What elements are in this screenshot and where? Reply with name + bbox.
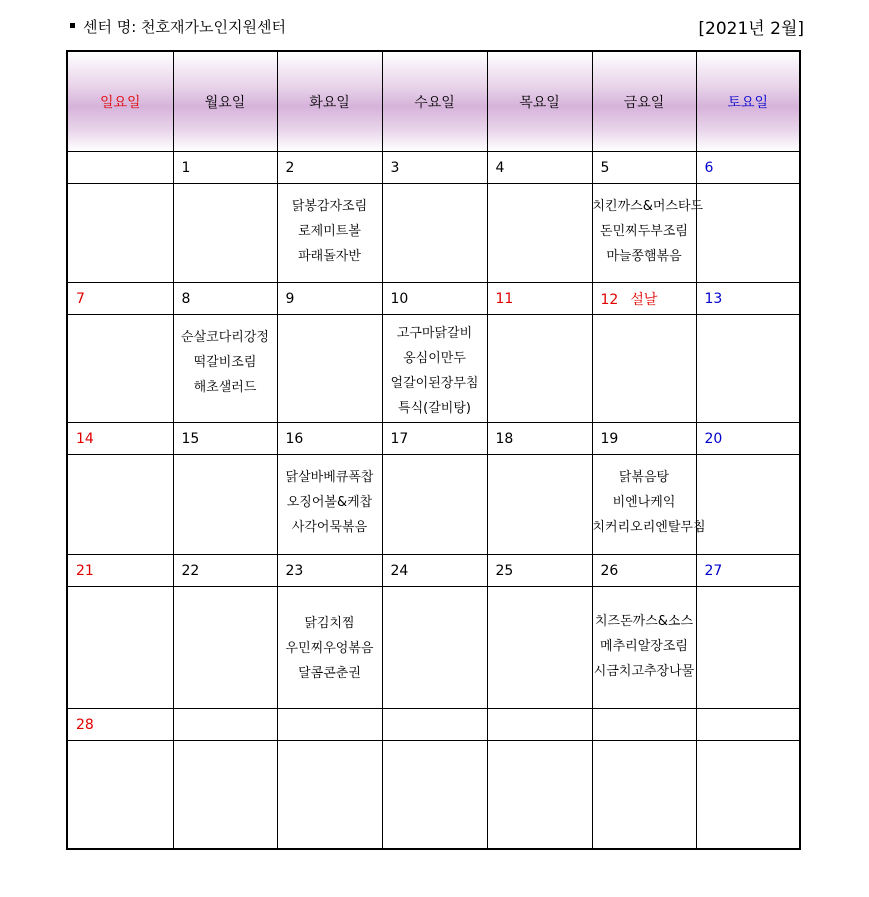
date-cell: 3: [382, 152, 487, 184]
menu-cell: [173, 315, 277, 423]
date-cell: 7: [67, 283, 173, 315]
menu-item: 돈민찌두부조림: [600, 224, 688, 239]
menu-cell: [487, 455, 592, 555]
menu-item: 사각어묵볶음: [291, 520, 368, 535]
menu-item: 특식(갈비탕): [398, 401, 471, 416]
menu-item: 고구마닭갈비: [396, 326, 473, 341]
date-cell: 22: [173, 555, 277, 587]
date-cell: 6: [696, 152, 800, 184]
menu-cell: [382, 315, 487, 423]
menu-cell: [277, 587, 382, 709]
date-cell: [173, 709, 277, 741]
date-cell: 20: [696, 423, 800, 455]
date-cell: [487, 709, 592, 741]
date-cell: 27: [696, 555, 800, 587]
menu-item: 얼갈이된장무침: [390, 376, 479, 391]
date-cell: [696, 709, 800, 741]
date-cell-holiday: [592, 283, 696, 315]
date-cell: 4: [487, 152, 592, 184]
weekday-wednesday: 수요일: [382, 51, 487, 152]
date-row: [67, 709, 800, 741]
date-cell: 18: [487, 423, 592, 455]
date-row: [67, 423, 800, 455]
menu-calendar: [66, 50, 801, 850]
weekday-sunday: 일요일: [67, 51, 173, 152]
menu-cell: [67, 184, 173, 283]
date-cell: 25: [487, 555, 592, 587]
menu-item: 닭김치찜: [304, 616, 355, 631]
menu-cell: [696, 455, 800, 555]
date-cell: [67, 152, 173, 184]
date-cell: [592, 709, 696, 741]
date-cell: 14: [67, 423, 173, 455]
date-cell: 9: [277, 283, 382, 315]
date-cell: 19: [592, 423, 696, 455]
weekday-monday: 월요일: [173, 51, 277, 152]
menu-cell: [487, 741, 592, 850]
date-cell: 11: [487, 283, 592, 315]
menu-cell: [487, 315, 592, 423]
date-row: [67, 283, 800, 315]
menu-cell: [592, 184, 704, 283]
weekday-header-row: [67, 51, 800, 152]
date-cell: 21: [67, 555, 173, 587]
menu-item: 순살코다리강정: [181, 330, 269, 345]
weekday-saturday: 토요일: [696, 51, 800, 152]
center-title: [70, 16, 286, 37]
menu-row: [67, 184, 800, 283]
menu-item: 떡갈비조림: [193, 355, 257, 370]
menu-cell: [67, 455, 173, 555]
calendar-period: [2021년 2월]: [698, 19, 804, 39]
menu-cell: [382, 741, 487, 850]
menu-cell: [173, 184, 277, 283]
menu-cell: [696, 184, 800, 283]
date-row: [67, 152, 800, 184]
center-name: 센터 명: 천호재가노인지원센터: [83, 18, 286, 36]
menu-cell: [696, 741, 800, 850]
weekday-friday: 금요일: [592, 51, 696, 152]
date-cell: 13: [696, 283, 800, 315]
date-cell: [382, 709, 487, 741]
menu-item: 달콤콘춘권: [298, 666, 361, 681]
menu-cell: [487, 184, 592, 283]
page-header: [70, 14, 804, 40]
menu-cell: [277, 455, 382, 555]
menu-cell: [696, 315, 800, 423]
menu-cell: [592, 741, 696, 850]
menu-item: 닭봉감자조림: [291, 199, 368, 214]
bullet-icon: [70, 23, 75, 28]
menu-cell: [277, 741, 382, 850]
menu-cell: [382, 455, 487, 555]
menu-cell: [67, 315, 173, 423]
menu-cell: [67, 587, 173, 709]
date-cell: 26: [592, 555, 696, 587]
menu-item: 옹심이만두: [403, 351, 466, 366]
menu-cell: [277, 184, 382, 283]
menu-item: 메추리알장조림: [600, 639, 688, 654]
date-cell: [277, 709, 382, 741]
menu-cell: [487, 587, 592, 709]
date-row: [67, 555, 800, 587]
menu-item: 치커리오리엔탈무침: [592, 520, 706, 535]
menu-item: 해초샐러드: [193, 380, 257, 395]
menu-item: 우민찌우엉볶음: [285, 641, 374, 656]
date-number: 12: [600, 291, 619, 308]
menu-item: 치킨까스&머스타드: [592, 199, 704, 214]
weekday-thursday: 목요일: [487, 51, 592, 152]
menu-row: [67, 315, 800, 423]
date-cell: 1: [173, 152, 277, 184]
date-cell: 10: [382, 283, 487, 315]
menu-cell: [696, 587, 800, 709]
date-cell: 15: [173, 423, 277, 455]
menu-cell: [592, 587, 696, 709]
menu-cell: [382, 184, 487, 283]
date-cell: 24: [382, 555, 487, 587]
holiday-label: 설날: [630, 291, 658, 308]
menu-cell: [173, 741, 277, 850]
menu-item: 로제미트볼: [298, 224, 361, 239]
menu-item: 비엔나케익: [612, 495, 676, 510]
date-cell: 17: [382, 423, 487, 455]
date-cell: 2: [277, 152, 382, 184]
menu-cell: [592, 315, 696, 423]
menu-item: 치즈돈까스&소스: [594, 614, 694, 629]
weekday-tuesday: 화요일: [277, 51, 382, 152]
menu-item: 파래돌자반: [298, 249, 361, 264]
menu-cell: [173, 455, 277, 555]
date-cell: 8: [173, 283, 277, 315]
menu-item: 오징어볼&케찹: [286, 495, 373, 510]
menu-cell: [173, 587, 277, 709]
menu-row: [67, 455, 800, 555]
date-cell: 5: [592, 152, 696, 184]
menu-item: 닭볶음탕: [618, 470, 670, 485]
date-cell: 16: [277, 423, 382, 455]
menu-item: 마늘쫑햄볶음: [606, 249, 682, 264]
date-cell: 28: [67, 709, 173, 741]
menu-cell: [592, 455, 706, 555]
menu-cell: [382, 587, 487, 709]
menu-cell: [67, 741, 173, 850]
menu-cell: [277, 315, 382, 423]
menu-row: [67, 741, 800, 850]
menu-item: 닭살바베큐폭찹: [285, 470, 374, 485]
menu-row: [67, 587, 800, 709]
menu-item: 시금치고추장나물: [593, 664, 695, 679]
date-cell: 23: [277, 555, 382, 587]
